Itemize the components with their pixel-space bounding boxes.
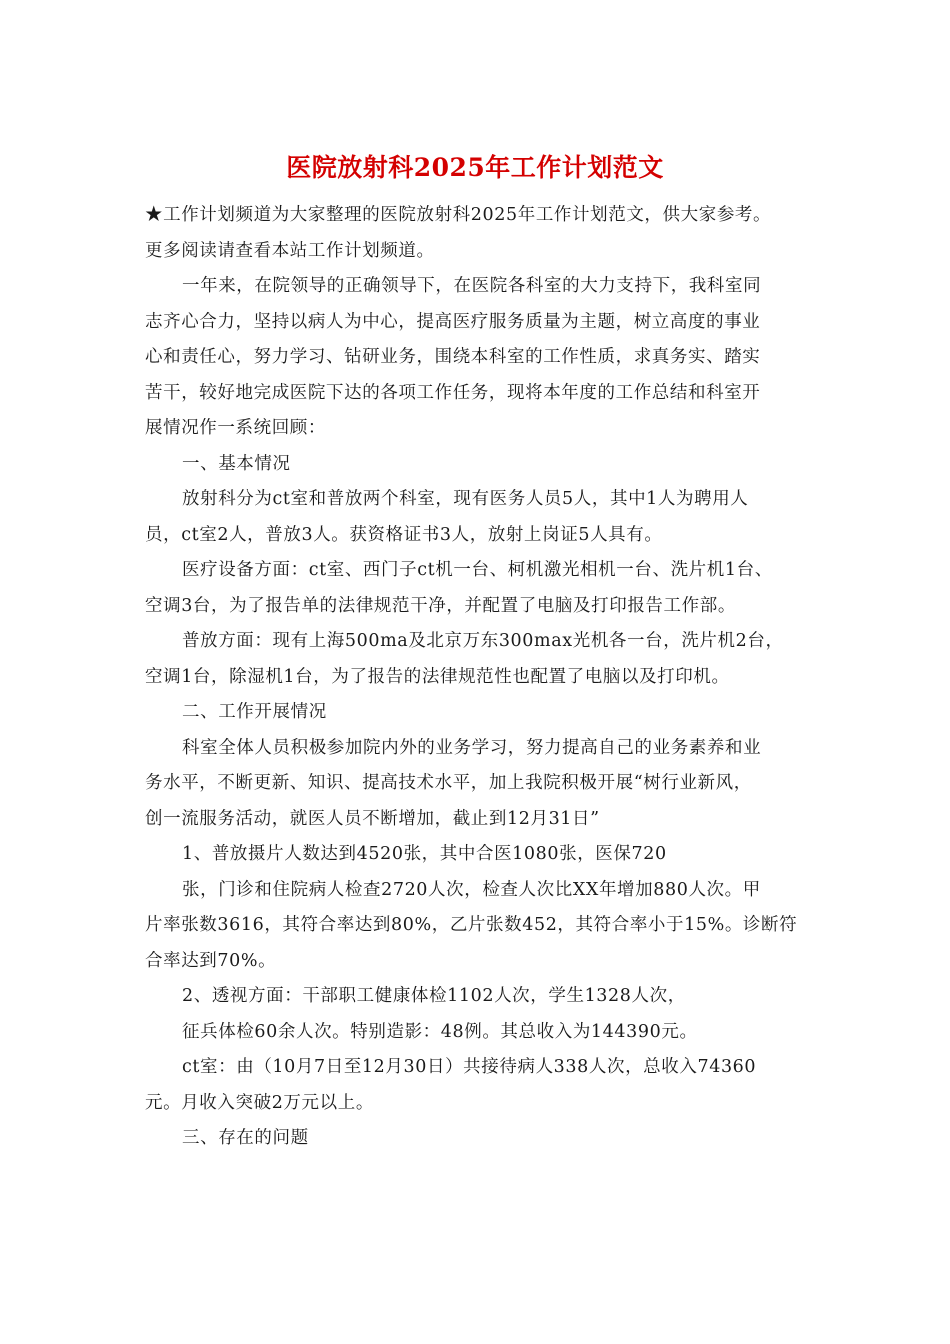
text-line: 展情况作一系统回顾：	[145, 418, 326, 438]
text-line: 三、存在的问题	[182, 1128, 309, 1148]
text-line: 务水平，不断更新、知识、提高技术水平，加上我院积极开展“树行业新风，	[145, 773, 752, 793]
text-line: 征兵体检60余人次。特别造影：48例。其总收入为144390元。	[182, 1021, 698, 1042]
text-line: 空调1台，除湿机1台，为了报告的法律规范性也配置了电脑以及打印机。	[145, 666, 730, 687]
text-line: 1、普放摄片人数达到4520张，其中合医1080张，医保720	[182, 844, 667, 864]
text-line: ct室：由（10月7日至12月30日）共接待病人338人次，总收入74360	[182, 1057, 757, 1077]
text-line: ★工作计划频道为大家整理的医院放射科2025年工作计划范文，供大家参考。	[145, 205, 772, 225]
document-title: 医院放射科2025年工作计划范文	[286, 153, 664, 182]
text-line: 2、透视方面：干部职工健康体检1102人次，学生1328人次，	[182, 986, 686, 1006]
document-body	[145, 198, 810, 1157]
text-line: 张，门诊和住院病人检查2720人次，检查人次比XX年增加880人次。甲	[182, 879, 761, 900]
text-line: 创一流服务活动，就医人员不断增加，截止到12月31日”	[145, 808, 600, 829]
text-line: 空调3台，为了报告单的法律规范干净，并配置了电脑及打印报告工作部。	[145, 595, 736, 616]
text-line: 普放方面：现有上海500ma及北京万东300max光机各一台，洗片机2台，	[182, 631, 784, 651]
text-line: 志齐心合力，坚持以病人为中心，提高医疗服务质量为主题，树立高度的事业	[145, 311, 761, 332]
text-line: 心和责任心，努力学习、钻研业务，围绕本科室的工作性质，求真务实、踏实	[145, 347, 761, 367]
text-line: 苦干，较好地完成医院下达的各项工作任务，现将本年度的工作总结和科室开	[145, 382, 761, 403]
text-line: 元。月收入突破2万元以上。	[145, 1092, 374, 1113]
text-line: 一、基本情况	[182, 453, 291, 474]
text-line: 放射科分为ct室和普放两个科室，现有医务人员5人，其中1人为聘用人	[182, 489, 749, 509]
text-line: 更多阅读请查看本站工作计划频道。	[145, 240, 435, 261]
text-line: 合率达到70%。	[145, 950, 277, 971]
text-line: 片率张数3616，其符合率达到80%，乙片张数452，其符合率小于15%。诊断符	[145, 915, 798, 935]
text-line: 二、工作开展情况	[182, 702, 327, 722]
text-line: 一年来，在院领导的正确领导下，在医院各科室的大力支持下，我科室同	[182, 276, 762, 296]
text-line: 医疗设备方面：ct室、西门子ct机一台、柯机激光相机一台、洗片机1台、	[182, 560, 773, 580]
text-line: 科室全体人员积极参加院内外的业务学习，努力提高自己的业务素养和业	[182, 737, 762, 758]
text-line: 员，ct室2人，普放3人。获资格证书3人，放射上岗证5人具有。	[145, 524, 663, 545]
